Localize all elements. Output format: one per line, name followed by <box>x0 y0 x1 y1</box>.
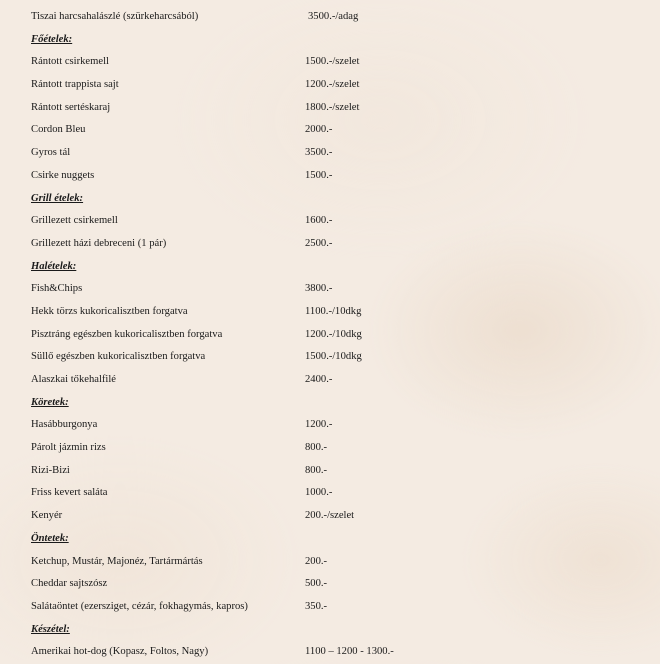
menu-item-name: Rántott trappista sajt <box>31 79 119 91</box>
menu-item <box>31 596 631 619</box>
menu-item <box>31 210 631 233</box>
menu-item <box>31 437 631 460</box>
menu-item-name: Amerikai hot-dog (Kopasz, Foltos, Nagy) <box>31 646 209 658</box>
menu-item-price: 1500.-/10dkg <box>305 351 362 363</box>
menu-item-name: Fish&Chips <box>31 283 83 295</box>
menu-item-name: Alaszkai tőkehalfilé <box>31 374 117 385</box>
menu-item <box>31 482 631 505</box>
menu-item-price: 3500.-/adag <box>308 11 359 22</box>
menu-item-name: Rántott sertéskaraj <box>31 101 111 113</box>
menu-item-name: Süllő egészben kukoricalisztben forgatva <box>31 351 206 363</box>
menu-item-price: 3500.- <box>305 147 333 159</box>
menu-item-name: Friss kevert saláta <box>31 487 108 499</box>
menu-item-price: 1200.-/szelet <box>305 79 360 91</box>
menu-item-price: 1500.-/szelet <box>305 56 360 68</box>
menu-item-name: Hekk törzs kukoricalisztben forgatva <box>31 305 188 317</box>
menu-item-name: Cordon Bleu <box>31 124 86 136</box>
section-heading: Készétel: <box>31 623 70 635</box>
menu-item-name: Ketchup, Mustár, Majonéz, Tartármártás <box>31 555 203 567</box>
menu-item <box>31 551 631 574</box>
menu-list <box>31 6 631 664</box>
menu-item <box>31 74 631 97</box>
menu-item <box>31 641 631 664</box>
menu-item-price: 800.- <box>305 442 328 454</box>
menu-item-name: Hasábburgonya <box>31 419 98 431</box>
section-heading: Halételek: <box>31 260 77 272</box>
menu-item-price: 500.- <box>305 578 328 590</box>
menu-item-name: Grillezett házi debreceni (1 pár) <box>31 237 167 249</box>
section-heading: Grill ételek: <box>31 192 84 204</box>
menu-item-price: 2000.- <box>305 124 333 136</box>
menu-item-price: 800.- <box>305 464 328 476</box>
menu-item-price: 1100 – 1200 - 1300.- <box>305 646 394 658</box>
menu-item-name: Salátaöntet (ezersziget, cézár, fokhagymás, kapros) <box>31 600 248 612</box>
menu-item-name: Kenyér <box>31 510 63 522</box>
menu-item <box>31 414 631 437</box>
menu-item-name: Csirke nuggets <box>31 169 95 181</box>
menu-item-price: 1200.-/10dkg <box>305 328 362 340</box>
menu-item <box>31 119 631 142</box>
menu-item-price: 200.- <box>305 555 328 567</box>
menu-item-name: Grillezett csirkemell <box>31 215 118 227</box>
menu-item-name: Párolt jázmin rizs <box>31 442 106 454</box>
menu-item <box>31 369 631 392</box>
menu-item-price: 1100.-/10dkg <box>305 305 362 317</box>
menu-item <box>31 165 631 188</box>
menu-sections <box>31 29 631 664</box>
menu-item-price: 200.-/szelet <box>305 510 355 522</box>
menu-item-top <box>31 6 631 29</box>
menu-item-name: Rántott csirkemell <box>31 56 109 68</box>
menu-item-price: 350.- <box>305 600 328 612</box>
section-heading: Öntetek: <box>31 532 69 544</box>
menu-item <box>31 324 631 347</box>
menu-item-name: Gyros tál <box>31 147 71 159</box>
menu-item-price: 1000.- <box>305 487 333 499</box>
menu-item-name: Cheddar sajtszósz <box>31 578 108 590</box>
menu-item-price: 1200.- <box>305 419 333 431</box>
menu-item-price: 2400.- <box>305 374 333 385</box>
menu-item-name: Pisztráng egészben kukoricalisztben forgatva <box>31 328 223 340</box>
menu-item-name: Rizi-Bizi <box>31 464 70 476</box>
menu-item <box>31 278 631 301</box>
menu-item <box>31 51 631 74</box>
menu-item <box>31 460 631 483</box>
section-heading: Főételek: <box>31 33 73 45</box>
menu-item <box>31 97 631 120</box>
menu-item <box>31 301 631 324</box>
menu-item <box>31 573 631 596</box>
section-heading: Köretek: <box>31 396 69 408</box>
menu-item-price: 1600.- <box>305 215 333 227</box>
menu-item-price: 1800.-/szelet <box>305 101 360 113</box>
menu-item <box>31 142 631 165</box>
menu-item-price: 1500.- <box>305 169 333 181</box>
menu-item <box>31 233 631 256</box>
menu-item <box>31 346 631 369</box>
menu-item-price: 2500.- <box>305 237 333 249</box>
menu-item <box>31 505 631 528</box>
menu-item-name: Tiszai harcsahalászlé (szürkeharcsából) <box>31 11 199 22</box>
menu-item-price: 3800.- <box>305 283 333 295</box>
